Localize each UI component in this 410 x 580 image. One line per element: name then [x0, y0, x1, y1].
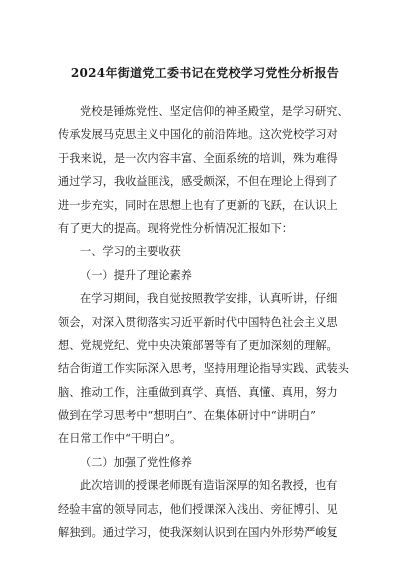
paragraph-line: 有了更大的提高。现将党性分析情况汇报如下：: [58, 221, 293, 235]
section-heading: 一、学习的主要收获: [80, 245, 181, 259]
subsection-heading: （二）加强了党性修养: [80, 455, 192, 469]
paragraph-line: 此次培训的授课老师既有造诣深厚的知名教授，也有: [80, 479, 338, 493]
document-body: [58, 100, 356, 544]
paragraph-line: 做到在学习思考中“想明白”、在集体研讨中“讲明白”: [58, 409, 316, 423]
document-title: 2024年街道党工委书记在党校学习党性分析报告: [70, 66, 340, 80]
paragraph-line: 脑、推动工作，注重做到真学、真悟、真懂、真用，努力: [58, 385, 338, 399]
paragraph-line: 通过学习，我收益匪浅，感受颇深，不但在理论上得到了: [58, 175, 338, 189]
paragraph-line: 结合街道工作实际深入思考，坚持用理论指导实践、武装头: [58, 362, 349, 376]
paragraph-line: 党校是锤炼党性、坚定信仰的神圣殿堂，是学习研究、: [80, 105, 349, 118]
paragraph-line: 领会，对深入贯彻落实习近平新时代中国特色社会主义思: [58, 315, 338, 329]
paragraph-line: 进一步充实，同时在思想上也有了更新的飞跃，在认识上: [58, 198, 338, 212]
paragraph-line: 于我来说，是一次内容丰富、全面系统的培训，殊为难得: [58, 151, 338, 165]
subsection-heading: （一）提升了理论素养: [80, 268, 192, 282]
paragraph-line: 在日常工作中“干明白”。: [58, 432, 182, 446]
paragraph-line: 想、党规党纪、党中央决策部署等有了更加深刻的理解。: [58, 338, 338, 352]
paragraph-line: 经验丰富的领导同志，他们授课深入浅出、旁征博引、见: [58, 502, 338, 516]
paragraph-line: 解独到。通过学习，使我深刻认识到在国内外形势严峻复: [58, 526, 338, 540]
paragraph-line: 在学习期间，我自觉按照教学安排，认真听讲，仔细: [80, 292, 338, 306]
paragraph-line: 传承发展马克思主义中国化的前沿阵地。这次党校学习对: [58, 128, 338, 142]
